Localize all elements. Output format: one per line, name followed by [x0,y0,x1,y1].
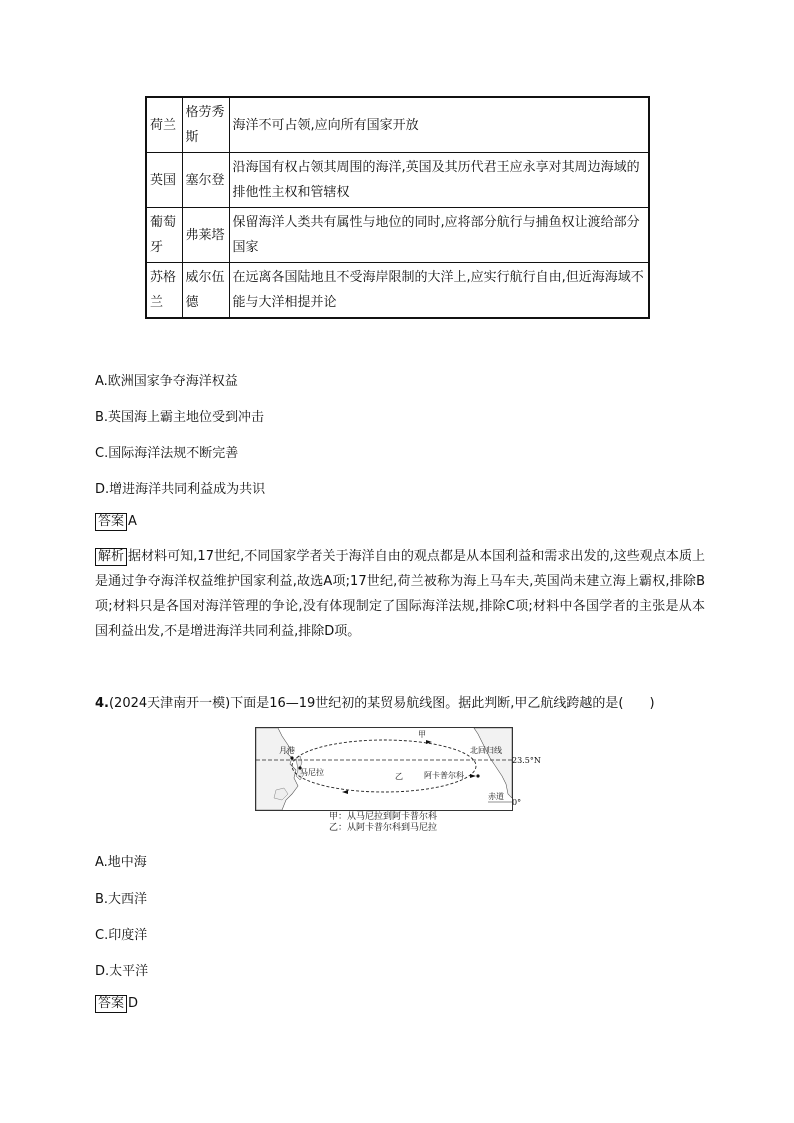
analysis-tag: 解析 [95,548,127,566]
label-equator: 赤道 [488,792,504,801]
trade-route-map [255,727,513,811]
country-cell: 荷兰 [146,97,182,153]
country-cell: 葡萄牙 [146,208,182,263]
trade-route-map-drawing [256,728,512,810]
arrow-head-acapulco [470,774,476,778]
label-tropic-lat: 23.5°N [512,756,541,765]
label-manila: 马尼拉 [300,768,324,777]
label-jia: 甲 [418,730,426,739]
q4-option-b: B.大西洋 [95,892,148,907]
answer-value: D [128,996,139,1011]
question-number: 4. [95,696,109,711]
route-loop [292,740,476,792]
label-acapulco: 阿卡普尔科 [424,771,464,780]
q4-option-c: C.印度洋 [95,928,148,943]
scholar-cell: 威尔伍德 [182,263,229,319]
q3-answer [95,513,137,531]
q3-option-d: D.增进海洋共同利益成为共识 [95,482,266,497]
acapulco-port-dot [476,774,479,777]
answer-value: A [128,514,137,529]
map-caption-yi: 乙：从阿卡普尔科到马尼拉 [328,823,437,833]
view-cell: 保留海洋人类共有属性与地位的同时,应将部分航行与捕鱼权让渡给部分国家 [229,208,649,263]
label-zero: 0° [512,798,522,807]
question-text: (2024天津南开一模)下面是16—19世纪初的某贸易航线图。据此判断,甲乙航线跨越的是( ) [108,696,655,711]
q3-option-c: C.国际海洋法规不断完善 [95,446,239,461]
label-yi: 乙 [395,772,403,781]
country-cell: 苏格兰 [146,263,182,319]
view-cell: 海洋不可占领,应向所有国家开放 [229,97,649,153]
label-tropic-line: 北回归线 [470,746,502,755]
answer-tag: 答案 [95,995,127,1013]
table-row [146,208,649,263]
arrow-head-yi [342,790,348,794]
q4-option-a: A.地中海 [95,855,147,870]
q4-stem [95,692,655,711]
q3-analysis [95,544,705,644]
scholar-cell: 格劳秀斯 [182,97,229,153]
scholar-cell: 弗莱塔 [182,208,229,263]
q3-option-a: A.欧洲国家争夺海洋权益 [95,374,238,389]
view-cell: 在远离各国陆地且不受海岸限制的大洋上,应实行航行自由,但近海海域不能与大洋相提并论 [229,263,649,319]
table-row [146,153,649,208]
table-row [146,263,649,319]
table-row [146,97,649,153]
map-caption-jia: 甲：从马尼拉到阿卡普尔科 [328,812,437,822]
america-landmass [474,728,512,798]
yuegang-port-dot [290,756,293,759]
scholar-cell: 塞尔登 [182,153,229,208]
view-cell: 沿海国有权占领其周围的海洋,英国及其历代君王应永享对其周边海域的排他性主权和管辖权 [229,153,649,208]
scholar-views-table [145,96,650,319]
country-cell: 英国 [146,153,182,208]
q3-option-b: B.英国海上霸主地位受到冲击 [95,410,265,425]
q4-answer [95,995,138,1013]
analysis-text: 据材料可知,17世纪,不同国家学者关于海洋自由的观点都是从本国利益和需求出发的,这些观点本质上是通过争夺海洋权益维护国家利益,故选A项;17世纪,荷兰被称为海上马车夫,英国尚未建立海上霸权,排除B项;材料只是各国对海洋管理的争论,没有体现制定了国际海洋法规,排除C项;材料中各国学者的主张是从本国利益出发,不是增进海洋共同利益,排除D项。 [95,549,705,639]
answer-tag: 答案 [95,513,127,531]
q4-option-d: D.太平洋 [95,964,149,979]
label-yuegang: 月港 [279,746,295,755]
